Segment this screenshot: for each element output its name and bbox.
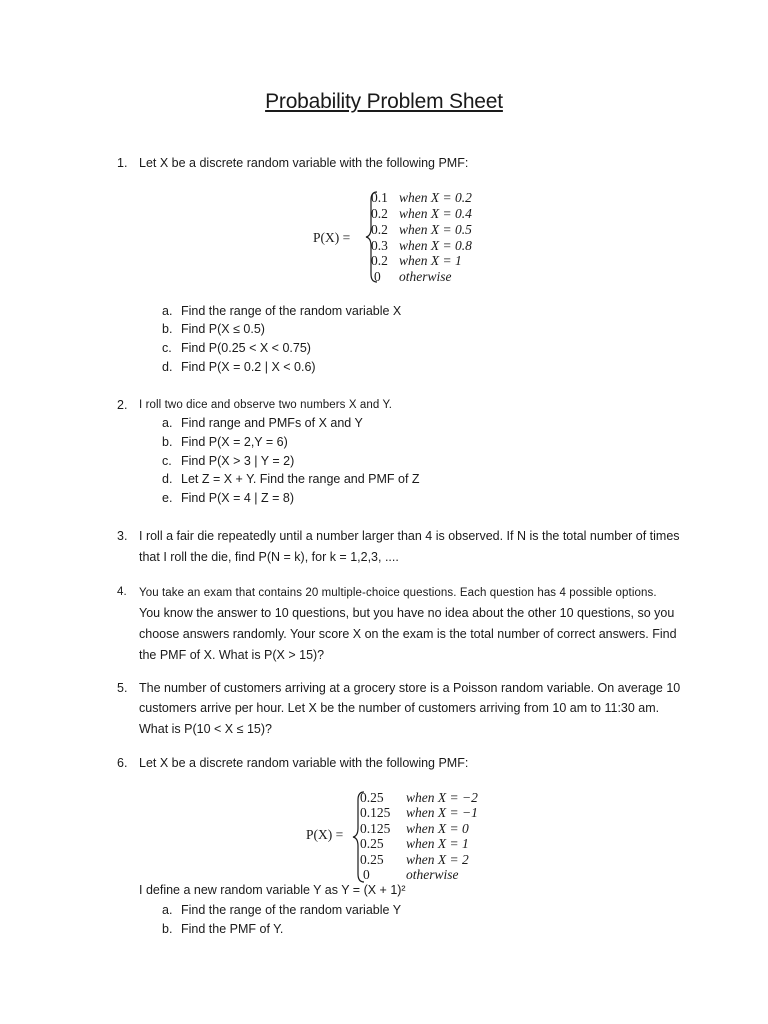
pmf-value: 0.2 — [371, 253, 388, 268]
question-text-line: choose answers randomly. Your score X on the exam is the total number of correct answers. Find — [139, 627, 677, 641]
question-text: Let X be a discrete random variable with the following PMF: — [139, 756, 469, 770]
pmf-lhs: P(X) = — [313, 230, 351, 245]
pmf-value: 0.25 — [360, 836, 384, 851]
question-text-line: that I roll the die, find P(N = k), for k = 1,2,3, .... — [139, 550, 399, 564]
pmf-condition: when X = −2 — [406, 790, 478, 805]
part-text: Find the PMF of Y. — [181, 922, 284, 936]
pmf-condition: when X = 1 — [399, 253, 462, 268]
pmf-condition: when X = 0.4 — [399, 206, 472, 221]
pmf-value: 0.2 — [371, 222, 388, 237]
question-text-line: I roll a fair die repeatedly until a number larger than 4 is observed. If N is the total number of times — [139, 529, 680, 543]
part-label: a. — [162, 304, 173, 318]
question-text-line: You know the answer to 10 questions, but you have no idea about the other 10 questions, so you — [139, 606, 675, 620]
part-label: a. — [162, 416, 173, 430]
part-text: Find P(0.25 < X < 0.75) — [181, 341, 311, 355]
part-label: e. — [162, 491, 173, 505]
pmf-value: 0.1 — [371, 190, 388, 205]
pmf-value: 0.3 — [371, 238, 388, 253]
part-label: c. — [162, 341, 172, 355]
part-text: Find range and PMFs of X and Y — [181, 416, 363, 430]
pmf-condition: otherwise — [399, 269, 452, 284]
pmf-value: 0 — [374, 269, 381, 284]
pmf-value: 0.125 — [360, 821, 391, 836]
part-label: d. — [162, 360, 173, 374]
pmf-value: 0.2 — [371, 206, 388, 221]
page-title: Probability Problem Sheet — [265, 90, 503, 113]
pmf-condition: when X = 0.5 — [399, 222, 472, 237]
question-text-line: You take an exam that contains 20 multiple-choice questions. Each question has 4 possible options. — [139, 587, 657, 599]
part-text: Find P(X = 2,Y = 6) — [181, 435, 288, 449]
pmf-condition: when X = −1 — [406, 805, 478, 820]
pmf-condition: when X = 0.2 — [399, 190, 472, 205]
part-label: a. — [162, 903, 173, 917]
part-label: d. — [162, 472, 173, 486]
part-label: b. — [162, 922, 173, 936]
question-number: 1. — [117, 156, 128, 170]
definition-text: I define a new random variable Y as Y = (X + 1)² — [139, 883, 406, 897]
question-number: 6. — [117, 756, 128, 770]
question-text: I roll two dice and observe two numbers X and Y. — [139, 399, 393, 411]
question-number: 4. — [117, 586, 127, 598]
part-label: b. — [162, 322, 173, 336]
question-number: 2. — [117, 398, 128, 412]
question-text-line: customers arrive per hour. Let X be the number of customers arriving from 10 am to 11:30 am. — [139, 701, 660, 715]
part-text: Find P(X ≤ 0.5) — [181, 322, 265, 336]
pmf-value: 0.25 — [360, 852, 384, 867]
pmf-lhs: P(X) = — [306, 827, 344, 842]
part-label: b. — [162, 435, 173, 449]
part-text: Let Z = X + Y. Find the range and PMF of Z — [181, 472, 420, 486]
part-text: Find the range of the random variable Y — [181, 903, 402, 917]
pmf-condition: when X = 2 — [406, 852, 469, 867]
question-number: 5. — [117, 681, 128, 695]
pmf-condition: when X = 0 — [406, 821, 469, 836]
pmf-condition: when X = 0.8 — [399, 238, 472, 253]
part-label: c. — [162, 454, 172, 468]
question-text-line: What is P(10 < X ≤ 15)? — [139, 722, 272, 736]
question-text-line: the PMF of X. What is P(X > 15)? — [139, 648, 325, 662]
part-text: Find P(X = 0.2 | X < 0.6) — [181, 360, 316, 374]
question-text: Let X be a discrete random variable with the following PMF: — [139, 156, 469, 170]
part-text: Find P(X > 3 | Y = 2) — [181, 454, 295, 468]
pmf-value: 0.125 — [360, 805, 391, 820]
pmf-condition: otherwise — [406, 867, 459, 882]
part-text: Find P(X = 4 | Z = 8) — [181, 491, 295, 505]
question-number: 3. — [117, 529, 128, 543]
pmf-condition: when X = 1 — [406, 836, 469, 851]
question-text-line: The number of customers arriving at a grocery store is a Poisson random variable. On average 10 — [139, 681, 681, 695]
part-text: Find the range of the random variable X — [181, 304, 402, 318]
pmf-value: 0.25 — [360, 790, 384, 805]
pmf-value: 0 — [363, 867, 370, 882]
